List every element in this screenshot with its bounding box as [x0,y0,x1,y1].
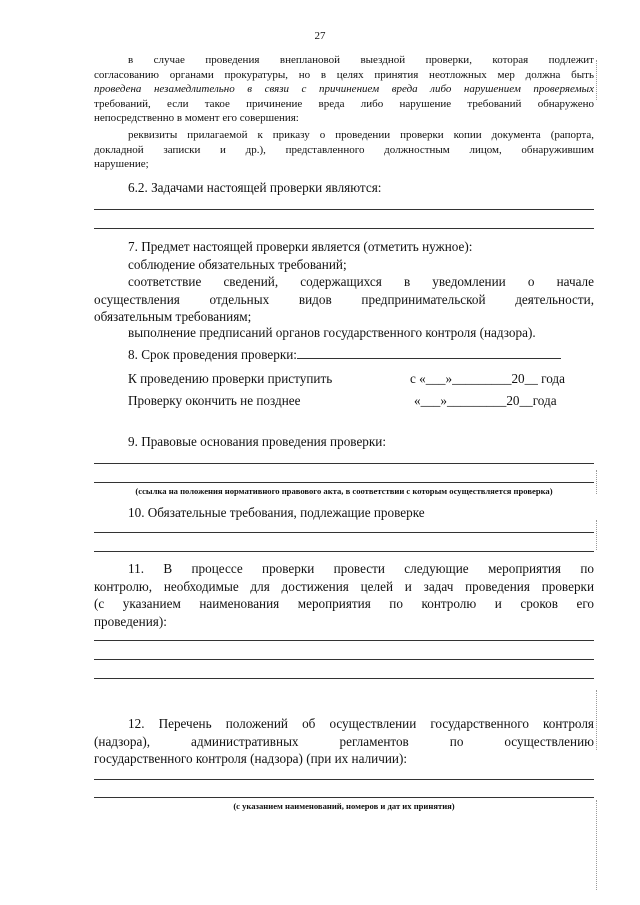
section-9-title: 9. Правовые основания проведения проверки: [128,434,387,449]
section-8-title-text: 8. Срок проведения проверки: [128,347,297,362]
intro-line: проведена незамедлительно в связи с причинением вреда либо нарушением проверяемых [94,83,594,96]
intro-line: непосредственно в момент его совершения: [94,112,299,125]
intro-line: докладной записки и др.), представленного должностным лицом, обнаружившим [94,143,594,156]
intro-line: согласованию органами прокуратуры, но в целях принятия неотложных мер должна быть [94,68,594,81]
inspection-period-field[interactable] [297,358,561,359]
intro-line: в случае проведения внеплановой выездной проверки, которая подлежит [128,54,594,66]
text-line: обязательным требованиям; [94,309,252,324]
text-line: 12. Перечень положений об осуществлении государственного контроля [128,716,594,731]
intro-line: требований, если такое причинение вреда либо нарушение требований обнаружено [94,97,594,110]
intro-line: нарушение; [94,158,149,171]
section-10-title: 10. Обязательные требования, подлежащие проверке [128,505,425,520]
blank-line[interactable] [94,659,594,660]
blank-line[interactable] [94,797,594,798]
blank-line[interactable] [94,228,594,229]
blank-line[interactable] [94,779,594,780]
text-line: соответствие сведений, содержащихся в уведомлении о начале [128,274,594,289]
end-date-field[interactable]: «___»_________20__года [414,393,557,408]
intro-line: реквизиты прилагаемой к приказу о проведении проверки копии документа (рапорта, [128,129,594,141]
blank-line[interactable] [94,678,594,679]
section-11-paragraph [94,560,594,630]
scan-edge-mark [596,800,599,890]
scan-edge-mark [596,520,599,550]
blank-line[interactable] [94,482,594,483]
end-inspection-label: Проверку окончить не позднее [128,393,301,408]
blank-line[interactable] [94,532,594,533]
section-7-item-notification [94,273,594,326]
section-8-title [128,347,561,363]
start-date-field[interactable]: с «___»_________20__ года [410,371,565,386]
section-9-caption: (ссылка на положения нормативного правового акта, в соответствии с которым осуществляется проверка) [135,486,553,496]
intro-paragraph-unscheduled [94,53,594,126]
start-inspection-label: К проведению проверки приступить [128,371,333,386]
text-line: проведения): [94,613,167,629]
section-6-2-title: 6.2. Задачами настоящей проверки являются: [128,180,382,195]
section-7-title: 7. Предмет настоящей проверки является (отметить нужное): [128,239,473,254]
blank-line[interactable] [94,640,594,641]
scan-edge-mark [596,60,599,100]
text-line: государственного контроля (надзора) (при их наличии): [94,751,408,766]
text-line: контролю, необходимые для достижения целей и задач проведения проверки [94,578,594,594]
page-number: 27 [314,30,326,42]
section-7-item-compliance: соблюдение обязательных требований; [128,257,347,272]
blank-line[interactable] [94,551,594,552]
blank-line[interactable] [94,209,594,210]
text-line: осуществления отдельных видов предпринимательской деятельности, [94,291,594,307]
section-12-caption: (с указанием наименований, номеров и дат их принятия) [233,801,455,811]
section-7-item-orders: выполнение предписаний органов государственного контроля (надзора). [128,325,536,340]
intro-paragraph-requisites [94,128,594,172]
text-line: 11. В процессе проверки провести следующие мероприятия по [128,561,594,576]
section-12-paragraph [94,715,594,768]
text-line: (с указанием наименования мероприятия по контролю и сроков его [94,596,594,611]
scan-edge-mark [596,470,599,494]
blank-line[interactable] [94,463,594,464]
scan-edge-mark [596,690,599,750]
text-line: (надзора), административных регламентов по осуществлению [94,733,594,749]
